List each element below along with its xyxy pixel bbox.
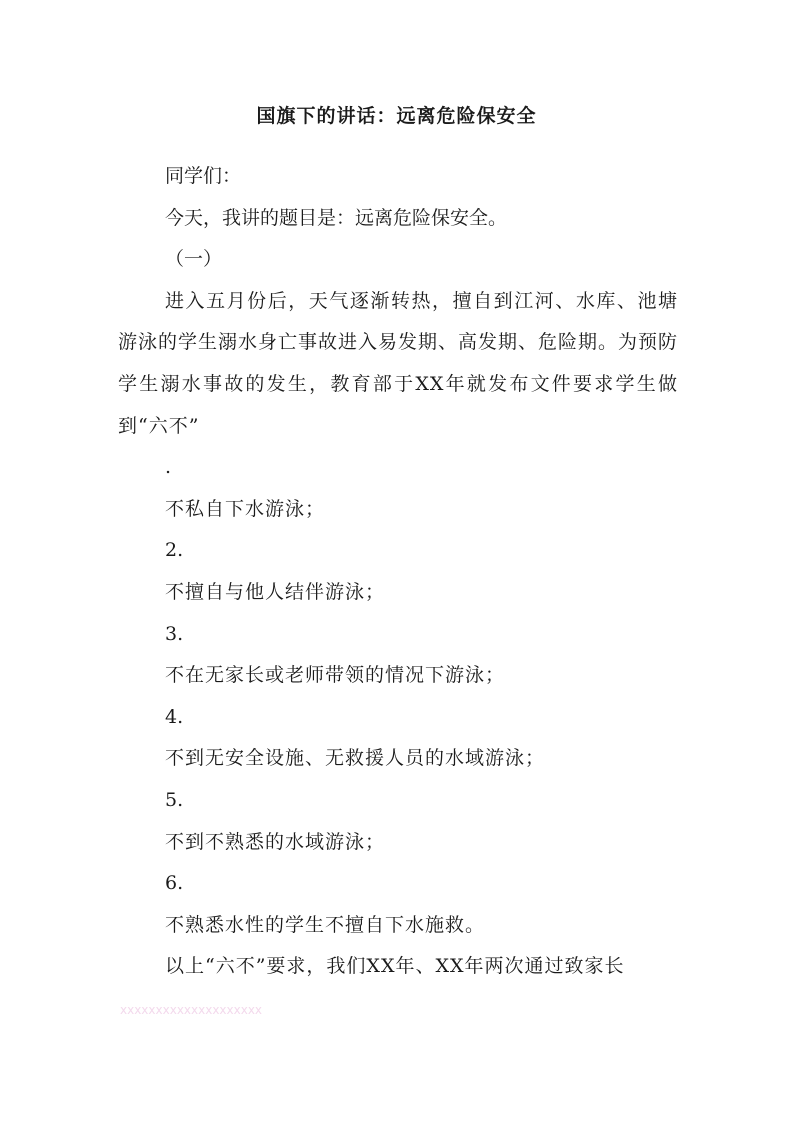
document-body (118, 156, 678, 988)
rule-number: 4. (165, 705, 184, 728)
greeting: 同学们： (165, 165, 242, 187)
paragraph-2: 以上“六不”要求，我们XX年、XX年两次通过致家长 (165, 955, 625, 978)
intro-paragraph: 今天，我讲的题目是：远离危险保安全。 (165, 206, 508, 229)
rule-number: 3. (165, 622, 184, 645)
rule-text: 不到无安全设施、无救援人员的水域游泳； (165, 747, 546, 770)
document-title: 国旗下的讲话：远离危险保安全 (256, 105, 537, 127)
rule-text: 不在无家长或老师带领的情况下游泳； (165, 664, 506, 687)
rule-number: 2. (165, 539, 184, 562)
rule-text: 不擅自与他人结伴游泳； (165, 580, 386, 603)
rule-text: 不熟悉水性的学生不擅自下水施救。 (165, 913, 486, 936)
rule-text: 不到不熟悉的水域游泳； (165, 830, 386, 853)
rule-text: 不私自下水游泳； (165, 497, 326, 520)
section-marker: （一） (165, 248, 223, 271)
rule-number: . (165, 456, 172, 479)
rule-number: 5. (165, 788, 184, 811)
paragraph-1: 进入五月份后，天气逐渐转热，擅自到江河、水库、池塘游泳的学生溺水身亡事故进入易发期、高发期、危险期。为预防学生溺水事故的发生，教育部于XX年就发布文件要求学生做到“六不” (118, 289, 679, 437)
watermark: xxxxxxxxxxxxxxxxxxxx (120, 1003, 263, 1017)
rule-number: 6. (165, 872, 184, 895)
